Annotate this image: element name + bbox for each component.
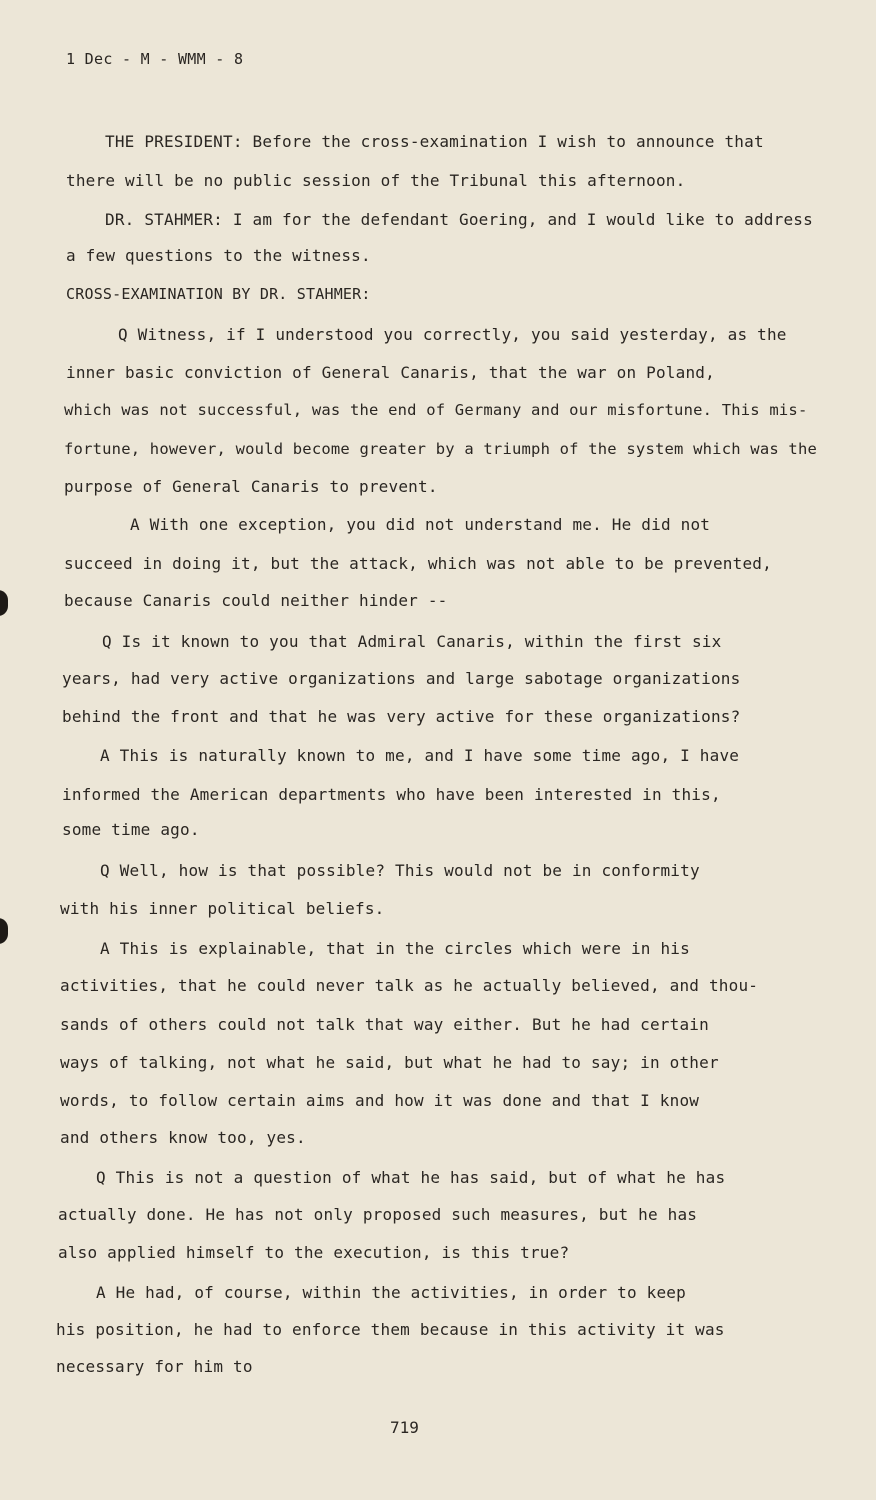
text-line: ways of talking, not what he said, but what he had to say; in other — [60, 1053, 719, 1072]
text-line: behind the front and that he was very active for these organizations? — [62, 707, 741, 726]
text-line: fortune, however, would become greater by a triumph of the system which was the — [64, 440, 818, 458]
text-line: sands of others could not talk that way either. But he had certain — [60, 1015, 709, 1034]
text-line: DR. STAHMER: I am for the defendant Goering, and I would like to address — [105, 210, 813, 229]
punch-hole — [0, 918, 8, 944]
text-line: his position, he had to enforce them because in this activity it was — [56, 1320, 725, 1339]
text-line: activities, that he could never talk as he actually believed, and thou- — [60, 976, 759, 995]
text-line: informed the American departments who have been interested in this, — [62, 785, 721, 804]
text-line: a few questions to the witness. — [66, 246, 371, 265]
text-line: years, had very active organizations and large sabotage organizations — [62, 669, 741, 688]
text-line: Q Is it known to you that Admiral Canaris, within the first six — [102, 632, 722, 651]
punch-hole — [0, 590, 8, 616]
text-line: inner basic conviction of General Canaris, that the war on Poland, — [66, 363, 715, 382]
text-line: actually done. He has not only proposed such measures, but he has — [58, 1205, 698, 1224]
text-line: and others know too, yes. — [60, 1128, 306, 1147]
text-line: with his inner political beliefs. — [60, 899, 385, 918]
page-reference: 1 Dec - M - WMM - 8 — [66, 50, 244, 68]
text-line: which was not successful, was the end of Germany and our misfortune. This mis- — [64, 401, 808, 419]
text-line: A This is explainable, that in the circles which were in his — [100, 939, 690, 958]
text-line: also applied himself to the execution, is this true? — [58, 1243, 570, 1262]
text-line: some time ago. — [62, 820, 200, 839]
text-line: A With one exception, you did not understand me. He did not — [130, 515, 711, 534]
text-line: because Canaris could neither hinder -- — [64, 591, 448, 610]
text-line: THE PRESIDENT: Before the cross-examination I wish to announce that — [105, 132, 764, 151]
text-line: succeed in doing it, but the attack, which was not able to be prevented, — [64, 554, 772, 573]
text-line: necessary for him to — [56, 1357, 253, 1376]
text-line: A He had, of course, within the activities, in order to keep — [96, 1283, 686, 1302]
text-line: purpose of General Canaris to prevent. — [64, 477, 438, 496]
page-number: 719 — [390, 1418, 419, 1437]
text-line: A This is naturally known to me, and I have some time ago, I have — [100, 746, 740, 765]
text-line: Q This is not a question of what he has said, but of what he has — [96, 1168, 726, 1187]
text-line: Q Well, how is that possible? This would not be in conformity — [100, 861, 700, 880]
section-heading: CROSS-EXAMINATION BY DR. STAHMER: — [66, 285, 371, 303]
text-line: words, to follow certain aims and how it was done and that I know — [60, 1091, 700, 1110]
text-line: Q Witness, if I understood you correctly, you said yesterday, as the — [118, 325, 787, 344]
text-line: there will be no public session of the Tribunal this afternoon. — [66, 171, 686, 190]
